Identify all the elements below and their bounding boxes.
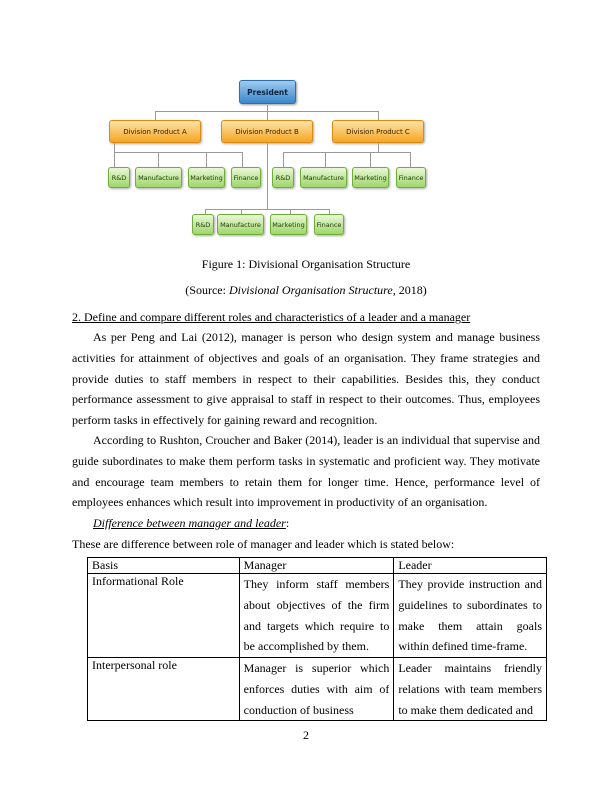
paragraph-manager: As per Peng and Lai (2012), manager is person who design system and manage business activities for attainment of objectives and goals of an organisation. They frame strategies and provide duties to staff members in respect to their capabilities. Besides this, they conduct performance assessment to give appraisal to staff in respect to their outcomes. Thus, employees perform tasks in effectively for gaining reward and recognition.: [72, 330, 540, 428]
source-suffix: , 2018): [392, 283, 427, 297]
org-node-a-finance: Finance: [231, 167, 261, 188]
table-header-leader: Leader: [394, 558, 547, 574]
org-node-a-manufacture: Manufacture: [135, 167, 182, 188]
org-node-a-rnd: R&D: [108, 167, 130, 188]
org-node-b-manufacture: Manufacture: [217, 214, 264, 235]
table-cell-manager: [239, 658, 394, 721]
org-node-division-c: Division Product C: [332, 120, 424, 143]
table-row: [88, 574, 547, 658]
org-node-c-finance: Finance: [396, 167, 426, 188]
difference-heading-colon: :: [285, 516, 290, 530]
org-node-c-marketing: Marketing: [352, 167, 389, 188]
org-chart: [0, 0, 612, 250]
page-number: 2: [303, 728, 309, 742]
table-header-row: [88, 558, 547, 574]
table-cell-leader: They provide instruction and guidelines to subordinates to make them attain goals within defined time-frame.: [394, 574, 547, 658]
table-header-basis: Basis: [88, 558, 240, 574]
org-node-b-finance: Finance: [314, 214, 344, 235]
comparison-table: [87, 557, 547, 721]
org-node-b-rnd: R&D: [192, 214, 214, 235]
section-heading: 2. Define and compare different roles and characteristics of a leader and a manager: [72, 310, 471, 324]
table-cell-basis: Interpersonal role: [88, 658, 240, 721]
org-node-c-rnd: R&D: [272, 167, 294, 188]
leader-cell-text: Leader maintains friendly relations with team members to make them dedicated and: [398, 661, 542, 717]
org-node-b-marketing: Marketing: [270, 214, 307, 235]
difference-heading: [93, 513, 540, 534]
org-node-a-marketing: Marketing: [188, 167, 225, 188]
org-node-division-b: Division Product B: [221, 120, 313, 143]
table-header-manager: Manager: [239, 558, 394, 574]
org-node-division-a: Division Product A: [109, 120, 201, 143]
source-prefix: (Source:: [185, 283, 229, 297]
table-row: [88, 658, 547, 721]
table-cell-manager: They inform staff members about objectives of the firm and targets which require to be accomplished by them.: [239, 574, 394, 658]
figure-source: [0, 283, 612, 298]
manager-cell-text: Manager is superior which enforces duties with aim of conduction of business: [243, 661, 390, 717]
difference-heading-text: Difference between manager and leader: [93, 516, 286, 530]
table-intro: These are difference between role of manager and leader which is stated below:: [72, 537, 455, 551]
table-cell-basis: Informational Role: [88, 574, 240, 658]
source-title: Divisional Organisation Structure: [228, 283, 393, 297]
figure-caption: Figure 1: Divisional Organisation Structure: [201, 257, 411, 271]
org-node-president: President: [239, 80, 296, 104]
org-node-c-manufacture: Manufacture: [300, 167, 347, 188]
paragraph-leader: According to Rushton, Croucher and Baker (2014), leader is an individual that supervise and guide subordinates to make them perform tasks in systematic and proficient way. They motivate and encourage team members to retain them for longer time. Hence, performance level of employees enhances which result into improvement in productivity of an organisation.: [72, 433, 540, 510]
table-cell-leader: [394, 658, 547, 721]
